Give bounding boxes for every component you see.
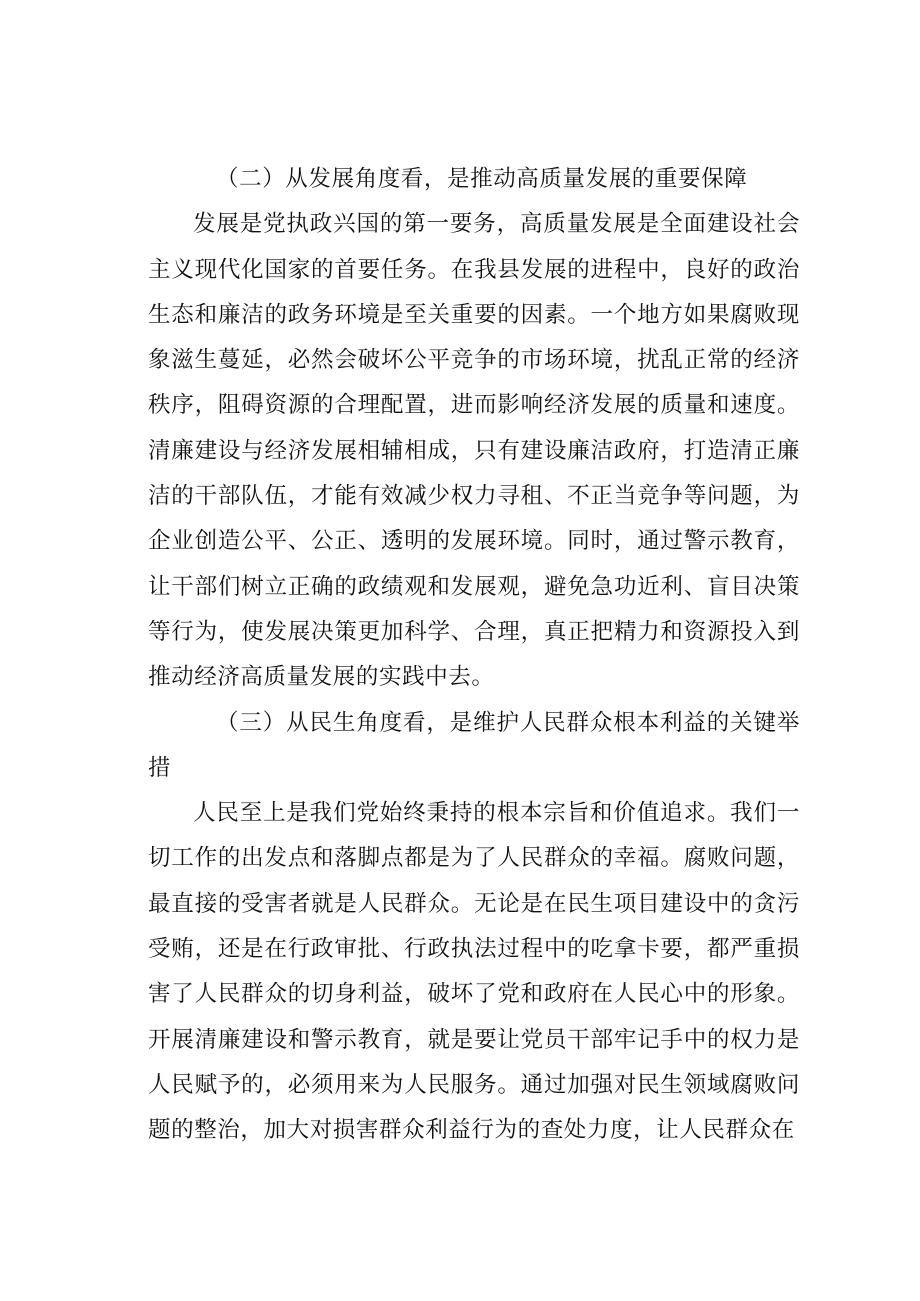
section-heading-livelihood: （三）从民生角度看，是维护人民群众根本利益的关键举措 xyxy=(148,709,800,781)
document-body xyxy=(148,157,800,1154)
section-heading-development: （二）从发展角度看，是推动高质量发展的重要保障 xyxy=(216,166,748,192)
paragraph-development: 发展是党执政兴国的第一要务，高质量发展是全面建设社会主义现代化国家的首要任务。在我县发展的进程中，良好的政治生态和廉洁的政务环境是至关重要的因素。一个地方如果腐败现象滋生蔓延，必然会破坏公平竞争的市场环境，扰乱正常的经济秩序，阻碍资源的合理配置，进而影响经济发展的质量和速度。清廉建设与经济发展相辅相成，只有建设廉洁政府，打造清正廉洁的干部队伍，才能有效减少权力寻租、不正当竞争等问题，为企业创造公平、公正、透明的发展环境。同时，通过警示教育，让干部们树立正确的政绩观和发展观，避免急功近利、盲目决策等行为，使发展决策更加科学、合理，真正把精力和资源投入到推动经济高质量发展的实践中去。 xyxy=(148,211,800,691)
paragraph-livelihood: 人民至上是我们党始终秉持的根本宗旨和价值追求。我们一切工作的出发点和落脚点都是为了人民群众的幸福。腐败问题，最直接的受害者就是人民群众。无论是在民生项目建设中的贪污受贿，还是在行政审批、行政执法过程中的吃拿卡要，都严重损害了人民群众的切身利益，破坏了党和政府在人民心中的形象。开展清廉建设和警示教育，就是要让党员干部牢记手中的权力是人民赋予的，必须用来为人民服务。通过加强对民生领域腐败问题的整治，加大对损害群众利益行为的查处力度，让人民群众在 xyxy=(148,800,800,1144)
